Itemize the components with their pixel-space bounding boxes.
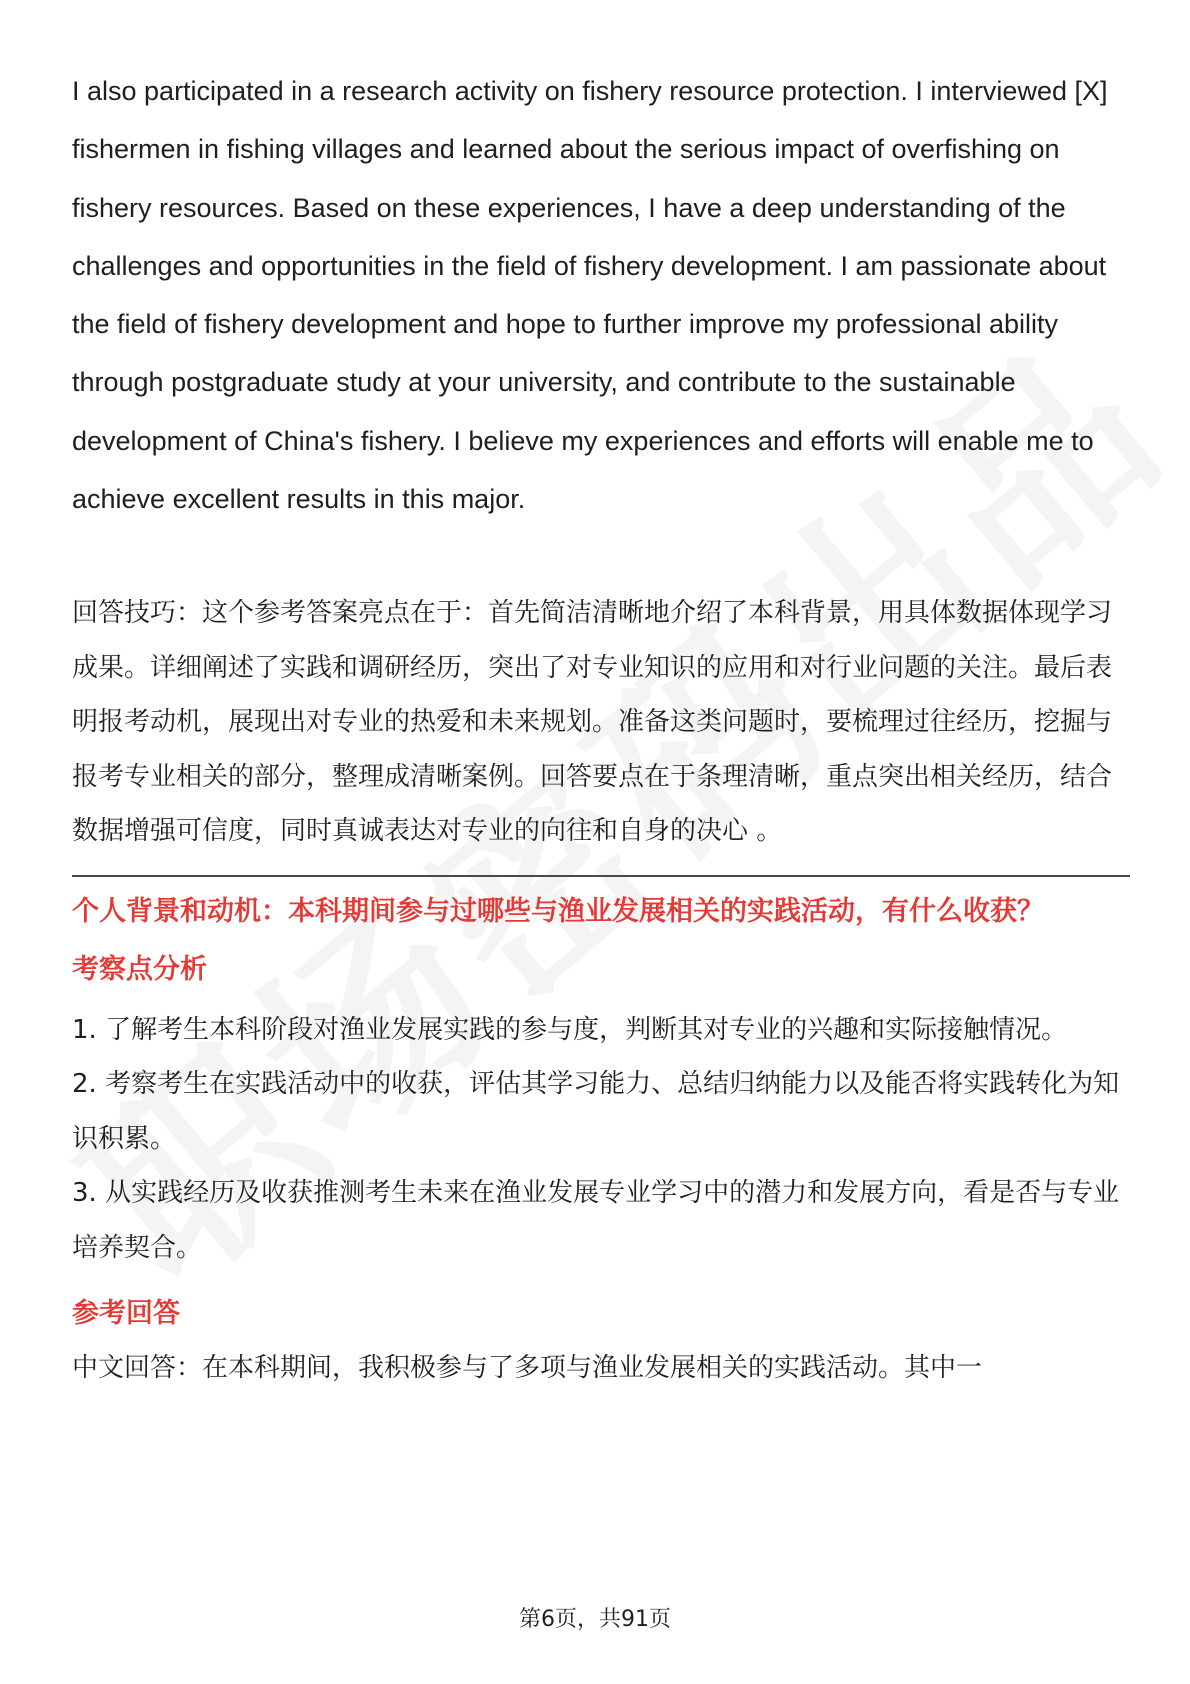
section-divider — [72, 875, 1130, 877]
analysis-item: 3. 从实践经历及收获推测考生未来在渔业发展专业学习中的潜力和发展方向，看是否与专业培养契合。 — [72, 1178, 1120, 1263]
english-answer-paragraph: I also participated in a research activity on fishery resource protection. I interviewed [X] fishermen in fishing villages and learned about the serious impact of overfishing on fishery resources. Based on these experiences, I have a deep understanding of the challenges and opportunities in the field of fishery development. I am passionate about the field of fishery development and hope to further improve my professional ability through postgraduate study at your university, and contribute to the sustainable development of China's fishery. I believe my experiences and efforts will enable me to achieve excellent results in this major. — [72, 76, 1108, 515]
analysis-list — [72, 1003, 1130, 1276]
reference-answer-heading: 参考回答 — [72, 1298, 180, 1330]
page-number: 第6页，共91页 — [519, 1607, 671, 1632]
reference-answer-text: 中文回答：在本科期间，我积极参与了多项与渔业发展相关的实践活动。其中一 — [72, 1353, 983, 1384]
analysis-item: 2. 考察考生在实践活动中的收获，评估其学习能力、总结归纳能力以及能否将实践转化为知识积累。 — [72, 1069, 1120, 1154]
question-title: 个人背景和动机：本科期间参与过哪些与渔业发展相关的实践活动，有什么收获？ — [72, 895, 1044, 927]
document-body — [72, 62, 1130, 1396]
analysis-heading: 考察点分析 — [72, 953, 207, 985]
analysis-item: 1. 了解考生本科阶段对渔业发展实践的参与度，判断其对专业的兴趣和实际接触情况。 — [72, 1014, 1068, 1045]
answer-tips-paragraph: 回答技巧：这个参考答案亮点在于：首先简洁清晰地介绍了本科背景，用具体数据体现学习成果。详细阐述了实践和调研经历，突出了对专业知识的应用和对行业问题的关注。最后表明报考动机，展现出对专业的热爱和未来规划。准备这类问题时，要梳理过往经历，挖掘与报考专业相关的部分，整理成清晰案例。回答要点在于条理清晰，重点突出相关经历，结合数据增强可信度，同时真诚表达对专业的向往和自身的决心 。 — [72, 598, 1113, 847]
